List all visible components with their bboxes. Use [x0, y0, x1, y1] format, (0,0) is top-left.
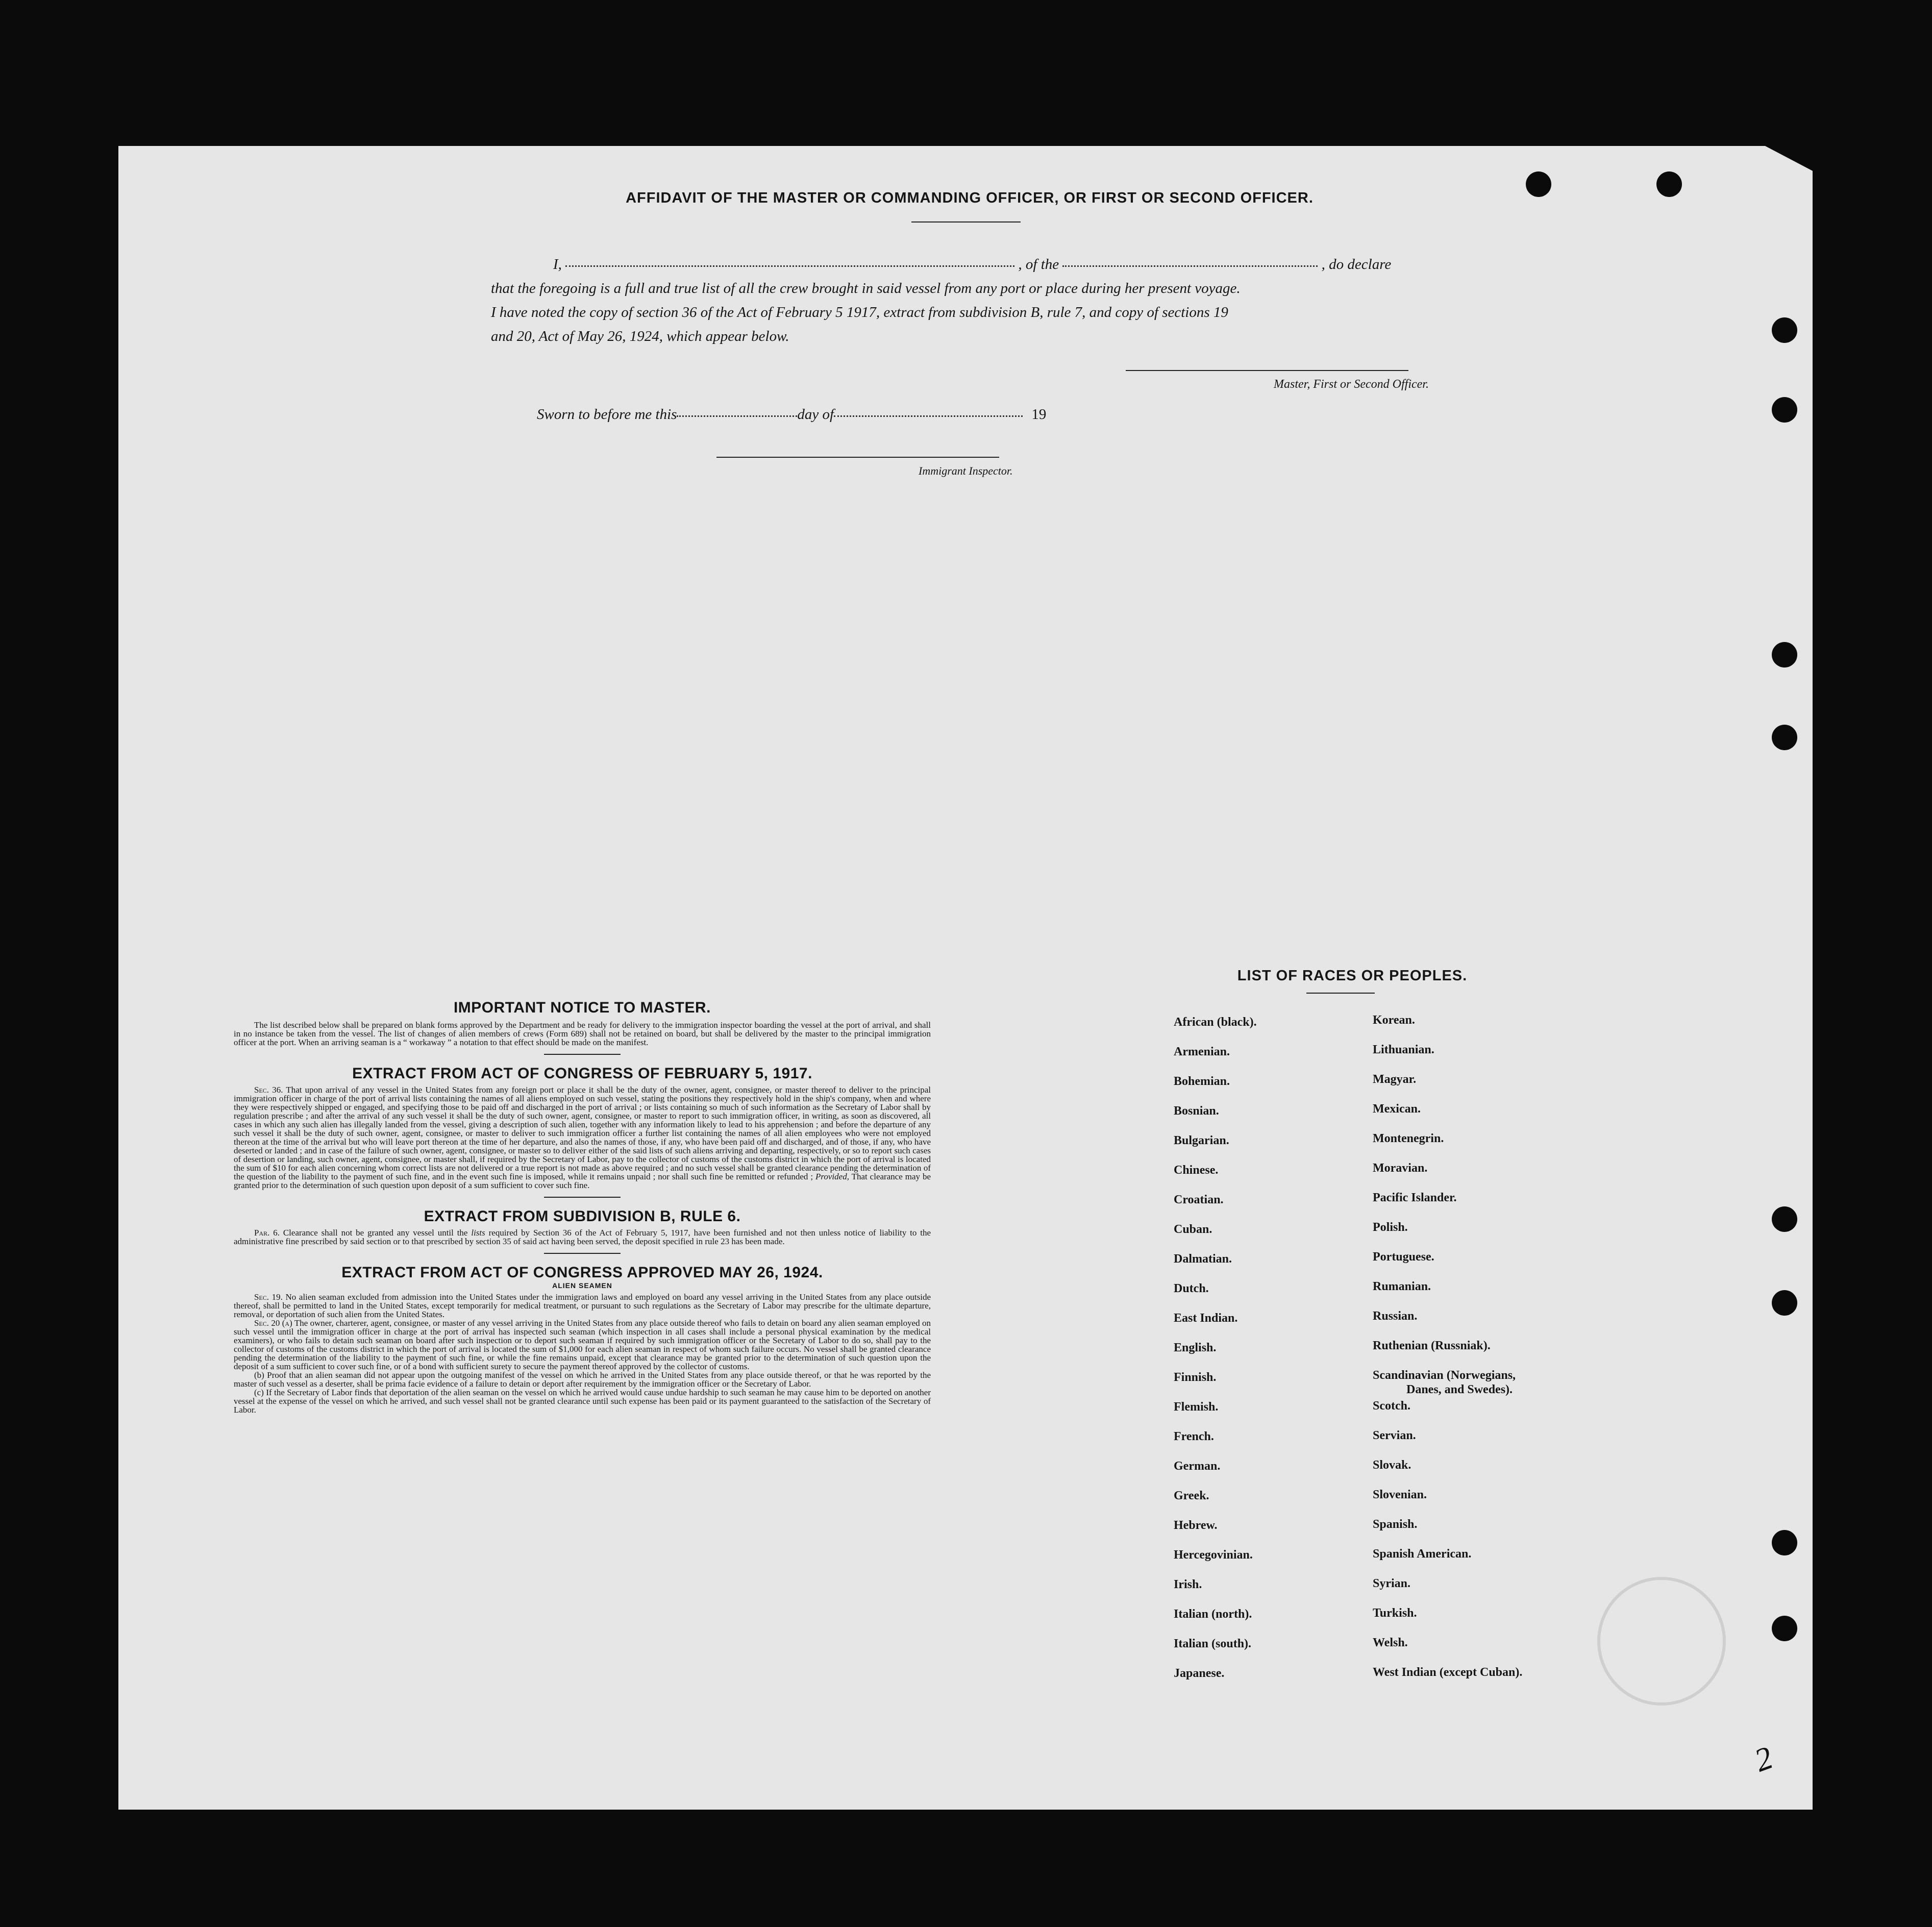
extract-1917-body — [234, 1085, 931, 1190]
faded-stamp — [1597, 1577, 1726, 1706]
race-item: Slovak. — [1373, 1459, 1411, 1472]
sec-19-para — [234, 1293, 931, 1319]
punch-hole — [1656, 171, 1682, 197]
race-item: Dutch. — [1174, 1282, 1209, 1295]
race-item: Rumanian. — [1373, 1280, 1431, 1293]
affidavit-line-1 — [553, 256, 1439, 273]
race-item: Welsh. — [1373, 1636, 1408, 1649]
punch-hole — [1772, 1290, 1797, 1316]
race-item: Pacific Islander. — [1373, 1191, 1457, 1204]
divider — [544, 1054, 621, 1055]
margin-mark: 2 — [1749, 1739, 1778, 1779]
race-item: Spanish. — [1373, 1518, 1418, 1531]
sec-20b-para — [234, 1371, 931, 1388]
race-item: Korean. — [1373, 1014, 1415, 1027]
race-item: Greek. — [1174, 1489, 1209, 1502]
punch-hole — [1772, 1616, 1797, 1641]
sec-20a-para — [234, 1319, 931, 1371]
sec-20b-text: Proof that an alien seaman did not appear upon the outgoing manifest of the vessel on which he arrived in the United States from any place outside thereof, or that he was reported by the master of such vessel as a deserter, shall be prima facie evidence of a failure to detain or deport after requirement by the immigration officer or the Secretary of Labor. — [234, 1370, 931, 1389]
punch-hole — [1772, 1206, 1797, 1232]
race-item: Japanese. — [1174, 1667, 1225, 1680]
extract-rule-title: EXTRACT FROM SUBDIVISION B, RULE 6. — [424, 1208, 741, 1225]
affidavit-line-2: that the foregoing is a full and true list of all the crew brought in said vessel from any port or place during her present voyage. — [491, 280, 1241, 297]
races-title-underline — [1306, 993, 1375, 994]
race-item: Danes, and Swedes). — [1406, 1383, 1513, 1396]
legal-column — [234, 999, 931, 1414]
notice-body: The list described below shall be prepared on blank forms approved by the Department and be ready for delivery to the immigration inspector boarding the vessel at the port of arrival, and shall in no instance be taken from the vessel. The list of changes of alien members of crews (Form 689) shall not be retained on board, but shall be delivered by the master to the principal immigration officer at the port. When an arriving seaman is a “ workaway ” a notation to that effect should be made on the manifest. — [234, 1020, 931, 1047]
sec-20c-para — [234, 1388, 931, 1414]
sec-20c-text: If the Secretary of Labor finds that deportation of the alien seaman on the vessel on which he arrived would cause undue hardship to such seaman he may cause him to be deported on another vessel at the expense of the vessel on which he arrived, and such vessel shall not be granted clearance until such expense has been paid or its payment guaranteed to the satisfaction of the Secretary of Labor. — [234, 1388, 931, 1415]
race-item: Armenian. — [1174, 1045, 1230, 1058]
race-item: French. — [1174, 1430, 1214, 1443]
sec-20b-label: (b) — [254, 1370, 264, 1380]
race-item: Hercegovinian. — [1174, 1548, 1253, 1562]
extract-rule-body — [234, 1228, 931, 1246]
month-blank — [834, 414, 1023, 417]
affidavit-line-4: and 20, Act of May 26, 1924, which appear below. — [491, 328, 789, 344]
punch-hole — [1772, 642, 1797, 668]
sec-20c-label: (c) — [254, 1388, 264, 1397]
race-item: English. — [1174, 1341, 1217, 1354]
race-item: Polish. — [1373, 1221, 1408, 1234]
day-of-text: day of — [797, 406, 834, 423]
race-item: Bosnian. — [1174, 1104, 1219, 1118]
sec-19-label: Sec. 19. — [254, 1292, 283, 1302]
affidavit-of-the: , of the — [1018, 256, 1059, 273]
race-item: Moravian. — [1373, 1162, 1428, 1175]
par-6-label: Par. 6. — [254, 1228, 280, 1238]
punch-hole — [1772, 397, 1797, 423]
punch-hole — [1526, 171, 1551, 197]
master-label: Master, First or Second Officer. — [1274, 378, 1429, 391]
race-item: Irish. — [1174, 1578, 1202, 1591]
race-item: African (black). — [1174, 1016, 1257, 1029]
sec-20a-text: The owner, charterer, agent, consignee, or master of any vessel arriving in the United States from any place outside thereof who fails to detain on board any alien seaman employed on such vessel until the immigration officer in charge at the port of arrival has inspected such seaman (which inspection in all cases shall include a personal physical examination by the medical examiners), or who fails to detain such seaman on board after such inspection or to deport such seaman if required by such immigration officer or the Secretary of Labor to do so, shall pay to the collector of customs of the customs district in which the port of arrival is located the sum of $1,000 for each alien seaman in respect of whom such failure occurs. No vessel shall be granted clearance pending the determination of the liability to the payment of such fine, or while the fine remains unpaid, except that clearance may be granted prior to the determination of such question upon the deposit of a sum sufficient to cover such fine, or of a bond with sufficient surety to secure the payment thereof approved by the collector of customs. — [234, 1318, 931, 1371]
race-item: Chinese. — [1174, 1164, 1219, 1177]
race-item: Lithuanian. — [1373, 1043, 1434, 1056]
punch-hole — [1772, 725, 1797, 750]
sworn-line — [537, 406, 1149, 423]
race-item: Flemish. — [1174, 1400, 1219, 1414]
race-item: Italian (north). — [1174, 1608, 1252, 1621]
affidavit-line-3: I have noted the copy of section 36 of the Act of February 5 1917, extract from subdivision B, rule 7, and copy of sections 19 — [491, 304, 1228, 320]
day-blank — [677, 414, 797, 417]
race-item: Slovenian. — [1373, 1488, 1427, 1501]
races-title: LIST OF RACES OR PEOPLES. — [1237, 968, 1468, 984]
inspector-signature-line — [716, 457, 999, 458]
race-item: Scotch. — [1373, 1399, 1410, 1413]
master-signature-line — [1126, 370, 1408, 371]
provided-label: Provided, — [815, 1172, 849, 1181]
race-item: Bulgarian. — [1174, 1134, 1229, 1147]
race-item: Mexican. — [1373, 1102, 1421, 1116]
race-item: Portuguese. — [1373, 1250, 1434, 1264]
race-item: Finnish. — [1174, 1371, 1217, 1384]
race-item: Magyar. — [1373, 1073, 1417, 1086]
race-item: Turkish. — [1373, 1607, 1417, 1620]
race-item: Scandinavian (Norwegians, — [1373, 1369, 1516, 1382]
race-item: West Indian (except Cuban). — [1373, 1666, 1523, 1679]
race-item: Montenegrin. — [1373, 1132, 1444, 1145]
sec-20a-label: Sec. 20 (a) — [254, 1318, 292, 1328]
provided-text: That clearance may be granted prior to the determination of such question upon deposit of a sum sufficient to cover such fine. — [234, 1172, 931, 1190]
affidavit-i: I, — [553, 256, 562, 273]
name-blank — [565, 264, 1014, 267]
race-item: Russian. — [1373, 1310, 1418, 1323]
race-item: Cuban. — [1174, 1223, 1212, 1236]
race-item: Bohemian. — [1174, 1075, 1230, 1088]
rule-text-b: required by Section 36 of the Act of February 5, 1917, have been furnished and not then unless notice of liability to the administrative fine prescribed by said section or to that prescribed by section 35 of said act having been served, the deposit specified in rule 23 has been made. — [234, 1228, 931, 1246]
divider — [544, 1253, 621, 1254]
race-item: German. — [1174, 1460, 1221, 1473]
affidavit-title: AFFIDAVIT OF THE MASTER OR COMMANDING OFFICER, OR FIRST OR SECOND OFFICER. — [626, 190, 1314, 206]
race-item: East Indian. — [1174, 1312, 1238, 1325]
sec-36-text: That upon arrival of any vessel in the United States from any foreign port or place it shall be the duty of the owner, agent, consignee, or master thereof to deliver to the principal immigration officer in charge of the port of arrival lists containing the names of all aliens employed on such vessel, stating the positions they respectively hold in the ship's company, when and where they were respectively shipped or engaged, and specifying those to be paid off and discharged in the port of arrival ; or lists containing so much of such information as the Secretary of Labor shall by regulation prescribe ; and after the arrival of any such vessel it shall be the duty of such owner, agent, consignee, or master to report to such immigration officer, in writing, as soon as discovered, all cases in which any such alien has illegally landed from the vessel, giving a description of such alien, together with any information likely to lead to his apprehension ; and before the departure of any such vessel it shall be the duty of such owner, agent, consignee, or master to deliver to such immigration officer a further list containing the names of all alien employees who were not employed thereon at the time of the arrival but who will leave port thereon at the time of her departure, and also the names of those, if any, who have been paid off and discharged, and of those, if any, who have deserted or landed ; and in case of the failure of such owner, agent, consignee, or master so to deliver either of the said lists of such aliens arriving and departing, respectively, or so to report such cases of desertion or landing, such owner, agent, consignee, or master shall, if required by the Secretary of Labor, pay to the collector of customs of the customs district in which the port of arrival is located the sum of $10 for each alien concerning whom correct lists are not delivered or a true report is not made as above required ; and no such vessel shall be granted clearance pending the determination of the question of the liability to the payment of such fine, and in the event such fine is imposed, while it remains unpaid ; nor shall such fine be remitted or refunded ; — [234, 1085, 931, 1181]
punch-hole — [1772, 317, 1797, 343]
race-item: Spanish American. — [1373, 1547, 1472, 1561]
notice-title: IMPORTANT NOTICE TO MASTER. — [453, 999, 711, 1016]
sworn-text: Sworn to before me this — [537, 406, 677, 423]
race-item: Croatian. — [1174, 1193, 1224, 1206]
race-item: Hebrew. — [1174, 1519, 1218, 1532]
document-page — [118, 146, 1813, 1810]
race-item: Ruthenian (Russniak). — [1373, 1339, 1491, 1352]
sec-36-label: Sec. 36. — [254, 1085, 283, 1095]
inspector-label: Immigrant Inspector. — [919, 464, 1013, 477]
race-item: Italian (south). — [1174, 1637, 1252, 1650]
title-underline — [911, 221, 1021, 223]
rule-lists: lists — [471, 1228, 485, 1238]
race-item: Syrian. — [1373, 1577, 1411, 1590]
alien-seamen-subtitle: ALIEN SEAMEN — [552, 1281, 612, 1290]
rule-text-a: Clearance shall not be granted any vessel until the — [283, 1228, 468, 1238]
sec-19-text: No alien seaman excluded from admission into the United States under the immigration laws and employed on board any vessel arriving in the United States from any place outside thereof, shall be permitted to land in the United States, except temporarily for medical treatment, or pursuant to such regulations as the Secretary of Labor may prescribe for the ultimate departure, removal, or deportation of such alien from the United States. — [234, 1292, 931, 1319]
vessel-blank — [1062, 264, 1318, 267]
punch-hole — [1772, 1530, 1797, 1555]
divider — [544, 1197, 621, 1198]
year-prefix: 19 — [1031, 406, 1047, 423]
extract-1917-title: EXTRACT FROM ACT OF CONGRESS OF FEBRUARY 5, 1917. — [352, 1065, 812, 1082]
affidavit-do-declare: , do declare — [1321, 256, 1392, 273]
race-item: Servian. — [1373, 1429, 1416, 1442]
extract-1924-title: EXTRACT FROM ACT OF CONGRESS APPROVED MAY 26, 1924. — [341, 1264, 823, 1281]
race-item: Dalmatian. — [1174, 1252, 1232, 1266]
